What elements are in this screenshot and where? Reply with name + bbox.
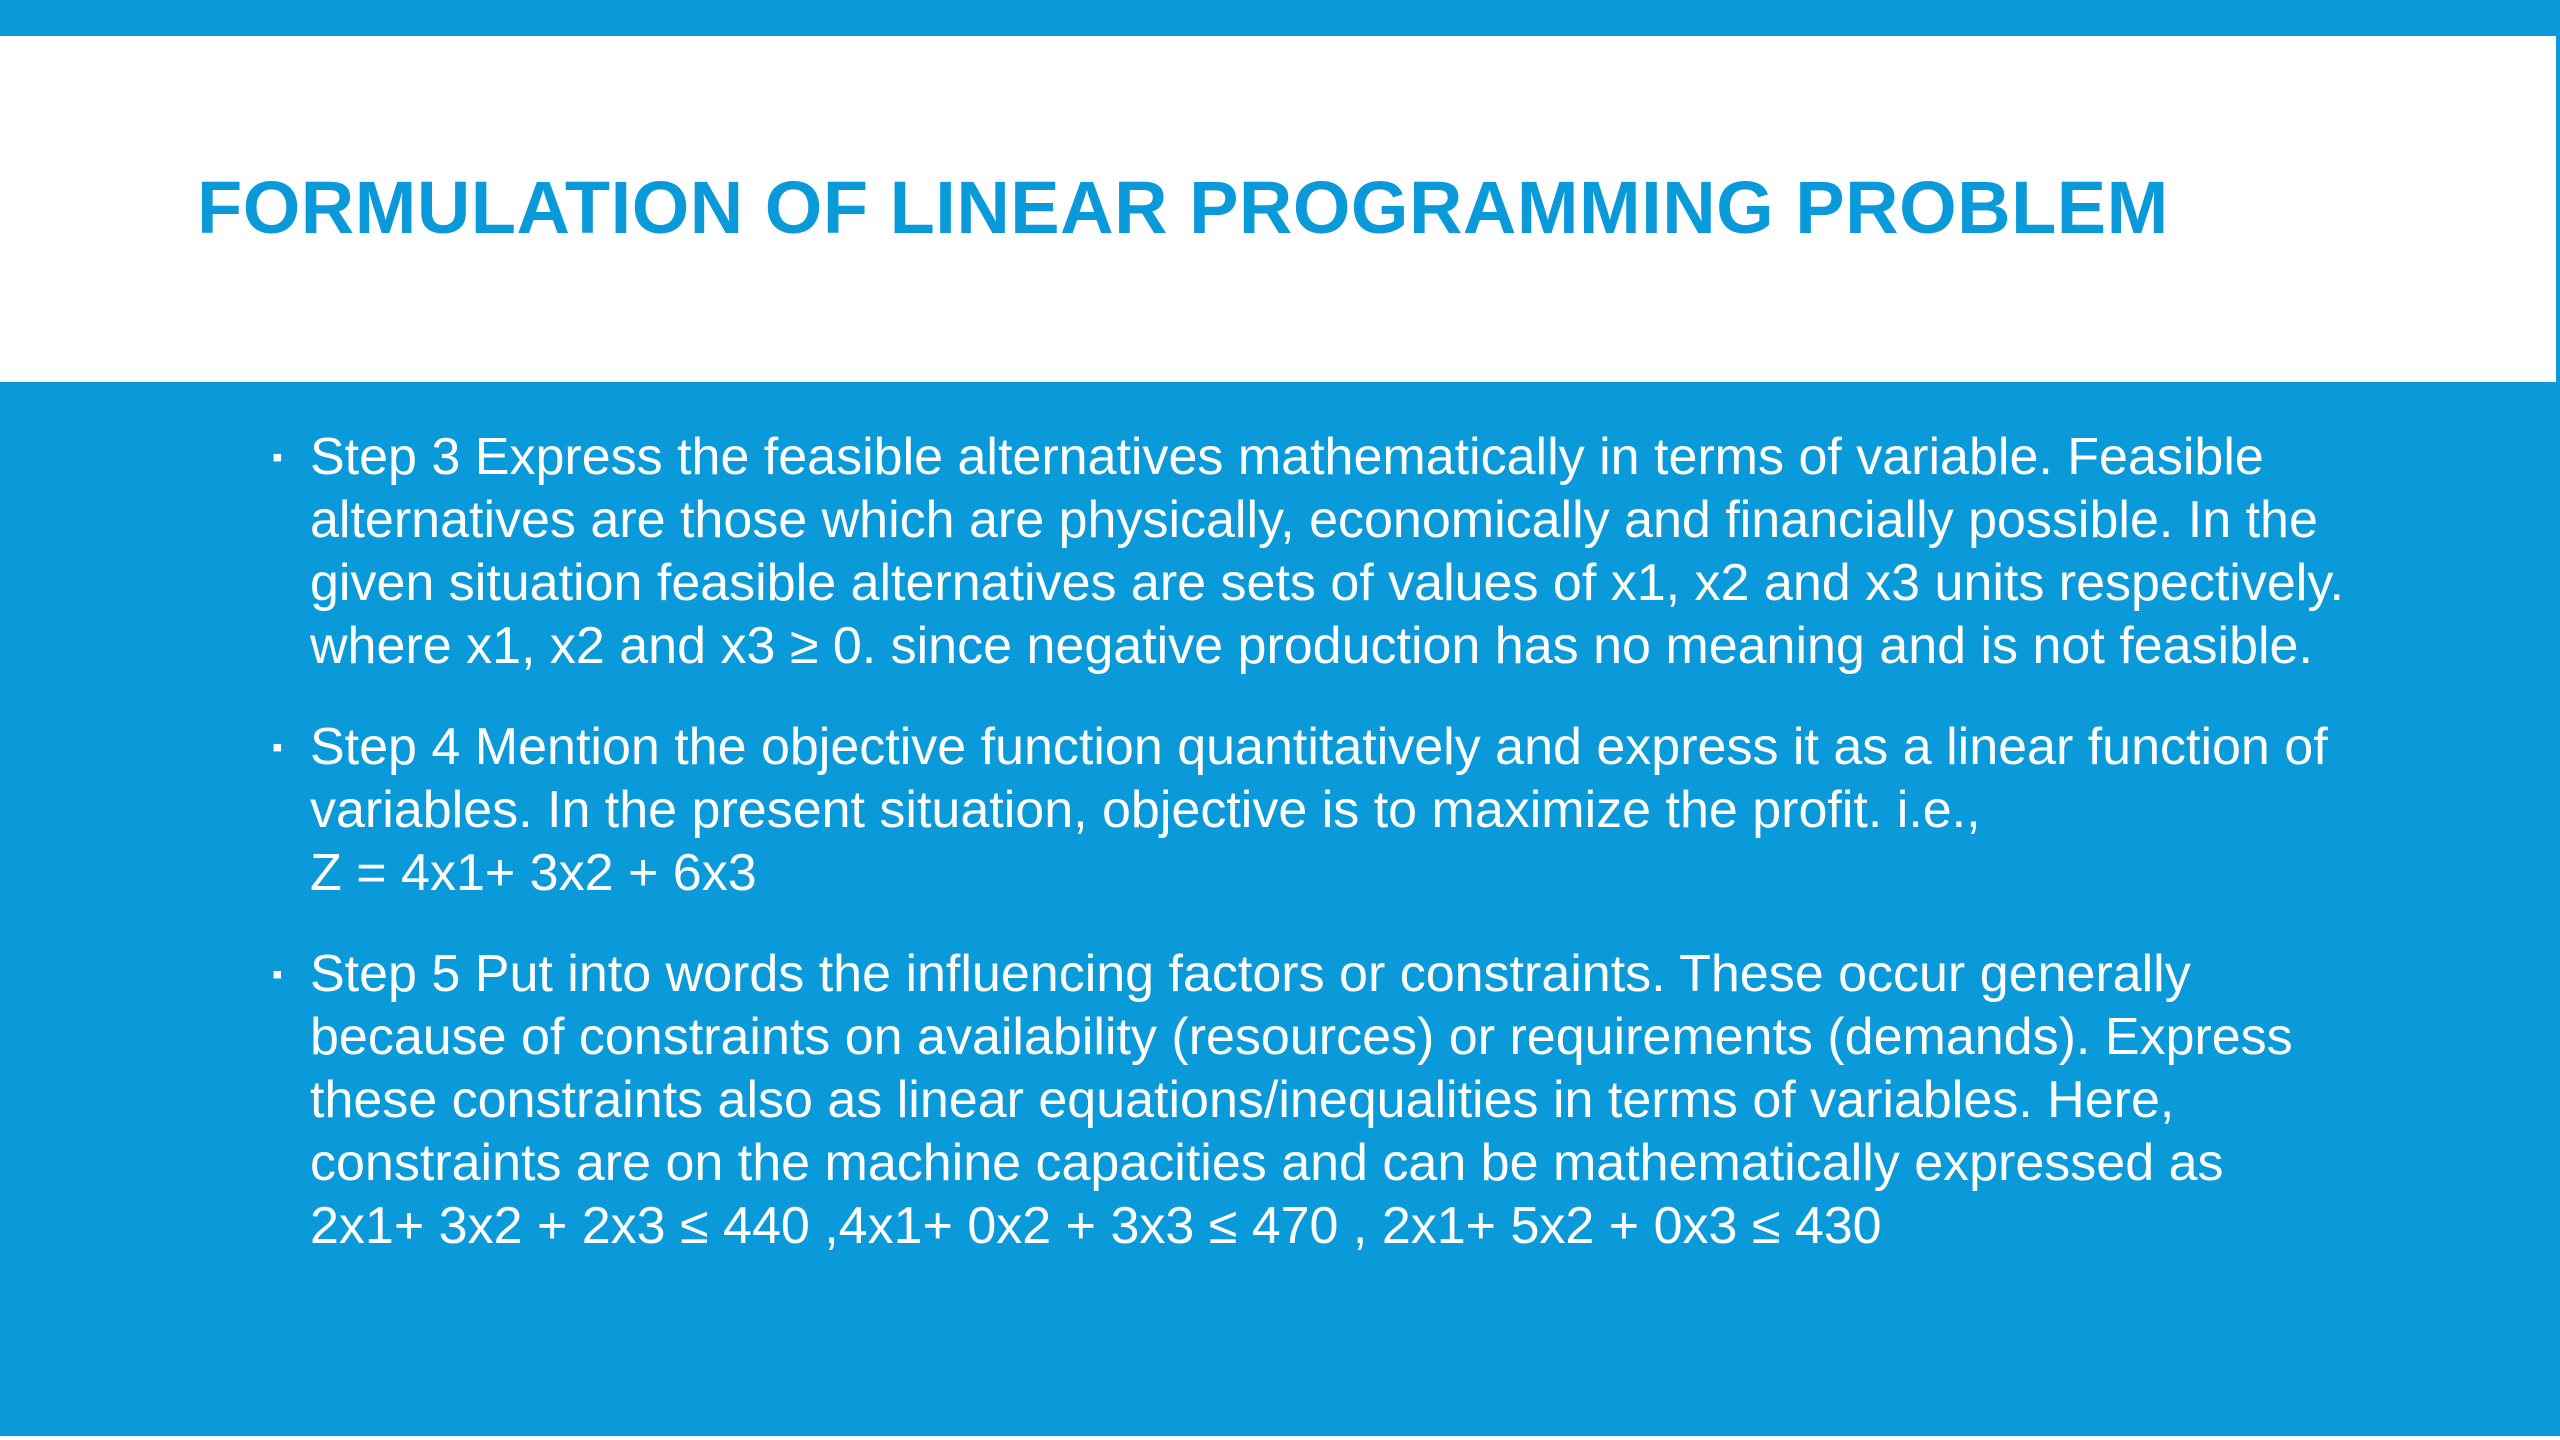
bottom-border: [0, 1436, 2560, 1440]
step-4-text: Step 4 Mention the objective function quantitatively and express it as a linear function of variables. In the present situation, objective is to maximize the profit. i.e.,: [310, 718, 2328, 839]
bullet-square-icon: ▪: [272, 958, 283, 991]
step-3-item: [272, 426, 2392, 678]
slide-content: [272, 426, 2392, 1296]
step-4-item: [272, 716, 2392, 905]
top-accent-band: [0, 0, 2560, 36]
step-3-text: Step 3 Express the feasible alternatives mathematically in terms of variable. Feasible alternatives are those which are physically, economically and financially possible. In the given situation feasible alternatives are sets of values of x1, x2 and x3 units respectively. where x1, x2 and x3 ≥ 0. since negative production has no meaning and is not feasible.: [310, 428, 2344, 675]
bullet-square-icon: ▪: [272, 731, 283, 764]
step-5-item: [272, 943, 2392, 1258]
objective-function-formula: Z = 4x1+ 3x2 + 6x3: [310, 844, 757, 902]
step-list: [272, 426, 2392, 1258]
constraints-formula: 2x1+ 3x2 + 2x3 ≤ 440 ,4x1+ 0x2 + 3x3 ≤ 470 , 2x1+ 5x2 + 0x3 ≤ 430: [310, 1197, 1882, 1255]
bullet-square-icon: ▪: [272, 441, 283, 474]
slide-title: FORMULATION OF LINEAR PROGRAMMING PROBLEM: [197, 166, 2169, 249]
step-5-text: Step 5 Put into words the influencing factors or constraints. These occur generally because of constraints on availability (resources) or requirements (demands). Express these constraints also as linear equations/inequalities in terms of variables. Here, constraints are on the machine capacities and can be mathematically expressed as: [310, 945, 2293, 1192]
